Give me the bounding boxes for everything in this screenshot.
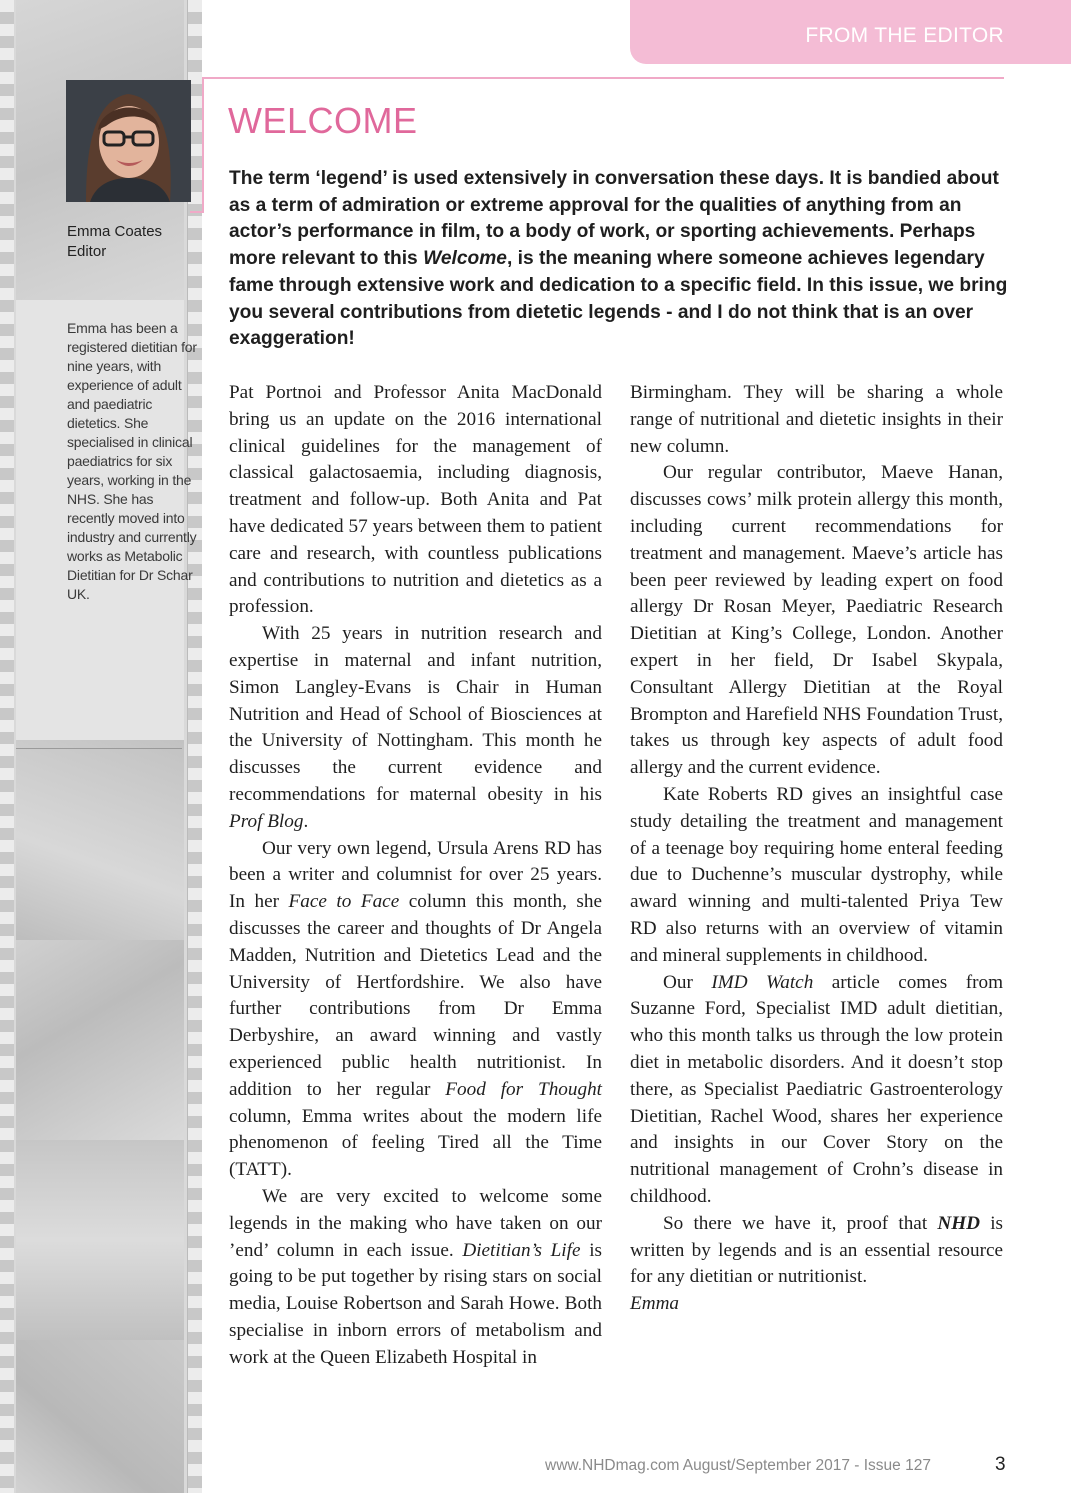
page-title: WELCOME <box>228 100 418 141</box>
paragraph-text: Our <box>663 971 712 993</box>
editor-name: Emma Coates <box>67 223 163 240</box>
divider <box>190 211 204 213</box>
intro-text: , is the meaning where someone achieves legendary fame through extensive work and dedication to a specific field. In this issue, we bring you several contributions from dietetic legends - and I do not think that is an over exaggeration! <box>229 248 1008 350</box>
paragraph-text: article comes from Suzanne Ford, Specialist IMD adult dietitian, who this month talks us through the low protein diet in metabolic disorders. And it doesn’t stop there, as Specialist Paediatric Gastroenterology Dietitian, Rachel Wood, shares her experience and insights in our Cover Story on the nutritional management of Crohn’s disease in childhood. <box>630 971 1003 1207</box>
divider <box>202 77 204 213</box>
paragraph-text: We are very excited to welcome some legends in the making who have taken on our ’end’ column in each issue. <box>229 1185 602 1261</box>
signoff-name: Emma <box>630 1293 680 1315</box>
film-sprocket-holes <box>0 0 14 1493</box>
column-title: Dietitian’s Life <box>462 1239 581 1261</box>
paragraph-text: column, Emma writes about the modern life phenomenon of feeling Tired all the Time (TATT). <box>229 1105 602 1181</box>
paragraph: Kate Roberts RD gives an insightful case study detailing the treatment and management of a teenage boy requiring home enteral feeding due to Duchenne’s muscular dystrophy, while award winning and multi-talented Priya Tew RD also returns with an overview of vitamin and mineral supplements in childhood. <box>630 783 1003 966</box>
divider <box>16 748 182 749</box>
section-label: FROM THE EDITOR <box>805 24 1004 47</box>
article-column-right <box>630 380 1003 1318</box>
paragraph-text: column this month, she discusses the career and thoughts of Dr Angela Madden, Nutrition and Dietetics Lead and the University of Hertfordshire. We also have further contributions from Dr Emma Derbyshire, an award winning and vastly experienced public health nutritionist. In addition to her regular <box>229 891 603 1100</box>
paragraph <box>229 836 602 1184</box>
article-column-left <box>229 380 602 1371</box>
intro-paragraph <box>229 166 1019 353</box>
paragraph: Pat Portnoi and Professor Anita MacDonald bring us an update on the 2016 international clinical guidelines for the management of classical galactosaemia, including diagnosis, treatment and follow-up. Both Anita and Pat have dedicated 57 years between them to patient care and research, with countless publications and contributions to nutrition and dietetics as a profession. <box>229 382 602 618</box>
avatar <box>66 80 191 202</box>
column-title: Prof Blog <box>229 810 304 832</box>
paragraph-text: is going to be put together by rising stars on social media, Louise Robertson and Sarah Howe. Both specialise in inborn errors of metabolism and work at the Queen Elizabeth Hospital in <box>229 1239 602 1368</box>
column-title: Face to Face <box>288 891 400 913</box>
paragraph <box>229 1184 602 1372</box>
editor-name-block <box>67 222 162 262</box>
film-frame <box>16 740 184 946</box>
editor-bio: Emma has been a registered dietitian for nine years, with experience of adult and paediatric dietetics. She specialised in clinical paediatrics for six years, working in the NHS. She has recently moved into industry and currently works as Metabolic Dietitian for Dr Schar UK. <box>67 320 197 602</box>
paragraph-text: is written by legends and is an essential resource for any dietitian or nutritionist. <box>630 1212 1003 1288</box>
column-title: Food for Thought <box>445 1078 602 1100</box>
editor-role: Editor <box>67 243 107 260</box>
intro-text: The term ‘legend’ is used extensively in conversation these days. It is bandied about as a term of admiration or extreme approval for the qualities of anything from an actor’s performance in film, to a body of work, or sporting achievements. Perhaps more relevant to this <box>229 168 999 270</box>
paragraph <box>630 1211 1003 1291</box>
paragraph-text: Our very own legend, Ursula Arens RD has been a writer and columnist for over 25 years. In her <box>229 837 602 913</box>
film-frame <box>16 1340 184 1493</box>
paragraph-text: So there we have it, proof that <box>663 1212 938 1234</box>
footer-info: www.NHDmag.com August/September 2017 - Issue 127 <box>545 1457 931 1474</box>
editor-portrait-icon <box>66 80 191 202</box>
divider <box>202 77 1004 79</box>
film-sprocket-holes <box>187 0 202 1493</box>
column-title: IMD Watch <box>711 971 814 993</box>
signoff <box>630 1291 1003 1318</box>
paragraph <box>229 621 602 835</box>
paragraph-text: With 25 years in nutrition research and expertise in maternal and infant nutrition, Simon Langley-Evans is Chair in Human Nutrition and Head of School of Biosciences at the University of Nottingham. This month he discusses the current evidence and recommendations for maternal obesity in his <box>229 623 602 805</box>
film-frame <box>16 940 184 1146</box>
page-number: 3 <box>995 1454 1006 1475</box>
intro-emphasis: Welcome <box>423 248 507 270</box>
paragraph-text: . <box>303 810 309 832</box>
section-tab <box>630 0 1071 64</box>
paragraph: Birmingham. They will be sharing a whole range of nutritional and dietetic insights in their new column. <box>630 382 1003 457</box>
film-frame <box>16 1140 184 1346</box>
paragraph <box>630 970 1003 1211</box>
paragraph: Our regular contributor, Maeve Hanan, discusses cows’ milk protein allergy this month, including current recommendations for treatment and management. Maeve’s article has been peer reviewed by leading expert on food allergy Dr Rosan Meyer, Paediatric Research Dietitian at King’s College, London. Another expert in her field, Dr Isabel Skypala, Consultant Allergy Dietitian at the Royal Brompton and Harefield NHS Foundation Trust, takes us through key aspects of adult food allergy and the current evidence. <box>630 462 1003 779</box>
magazine-name: NHD <box>937 1212 980 1234</box>
